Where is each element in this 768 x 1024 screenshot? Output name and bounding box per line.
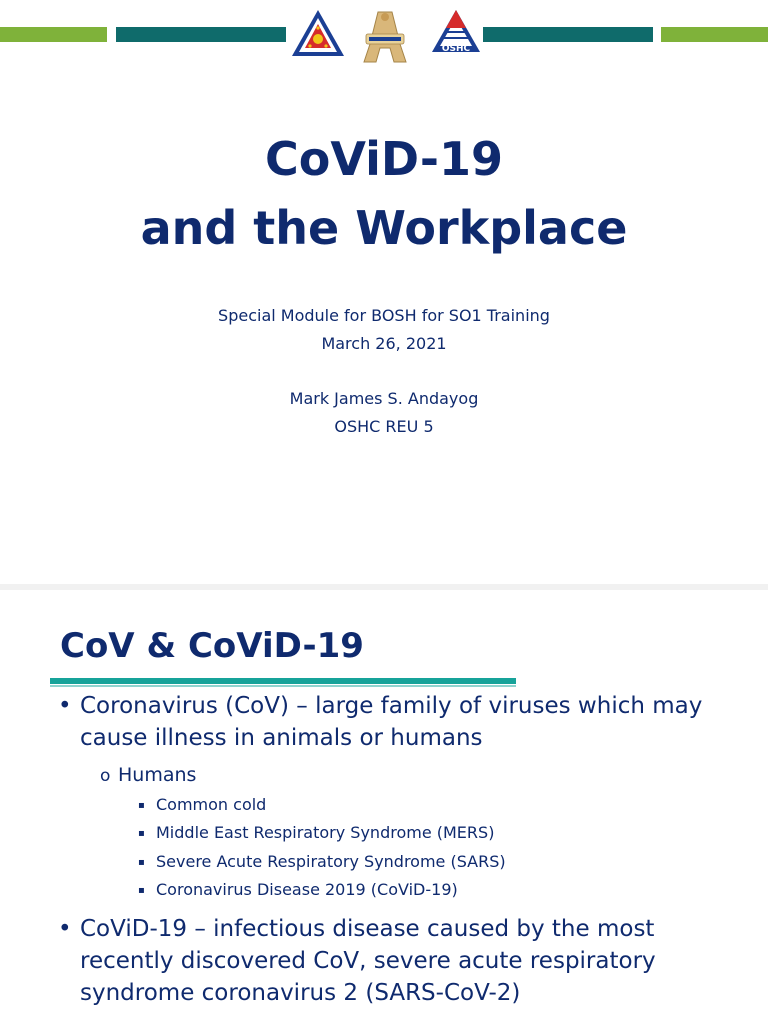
- list-item-marker: ▪: [138, 800, 145, 811]
- list-item: [138, 822, 494, 845]
- list-item: [138, 794, 266, 817]
- subtitle-module: Special Module for BOSH for SO1 Training: [218, 306, 550, 325]
- bullet-covid19: [58, 913, 748, 1009]
- presenter-name: Mark James S. Andayog: [289, 389, 479, 408]
- vision-mission-logo-icon: [360, 8, 410, 66]
- sub-bullet-marker: o: [100, 766, 111, 786]
- bullet-marker: •: [58, 693, 72, 719]
- presenter-office: OSHC REU 5: [334, 417, 434, 436]
- header-bar-green-right: [661, 27, 768, 42]
- list-item-text: Severe Acute Respiratory Syndrome (SARS): [156, 852, 506, 871]
- sub-bullet-text: Humans: [118, 764, 197, 786]
- list-item-marker: ▪: [138, 828, 145, 839]
- slide-title-line-1: CoViD-19: [264, 132, 504, 186]
- content-slide: [0, 590, 768, 1024]
- bullet-marker: •: [58, 916, 72, 942]
- list-item-marker: ▪: [138, 857, 145, 868]
- bullet-text: CoViD-19 – infectious disease caused by the most recently discovered CoV, severe acute respiratory syndrome coronavirus 2 (SARS-CoV-2): [80, 916, 656, 1006]
- oshc-logo-text: OSHC: [441, 44, 471, 54]
- subtitle-date: March 26, 2021: [321, 334, 447, 353]
- list-item-text: Coronavirus Disease 2019 (CoViD-19): [156, 880, 458, 899]
- list-item: [138, 851, 506, 874]
- title-underline-shadow: [50, 685, 516, 687]
- bullet-text: Coronavirus (CoV) – large family of viruses which may cause illness in animals or humans: [80, 693, 703, 751]
- header-bar-green-left: [0, 27, 107, 42]
- list-item: [138, 879, 458, 902]
- dole-seal-icon: [290, 8, 346, 58]
- sub-bullet-humans: [100, 762, 196, 789]
- header-bar-teal-left: [116, 27, 286, 42]
- content-slide-title: CoV & CoViD-19: [60, 626, 364, 666]
- list-item-text: Middle East Respiratory Syndrome (MERS): [156, 823, 495, 842]
- header-bar-teal-right: [483, 27, 653, 42]
- list-item-text: Common cold: [156, 795, 267, 814]
- list-item-marker: ▪: [138, 885, 145, 896]
- title-underline: [50, 678, 516, 684]
- oshc-logo-icon: [426, 8, 482, 58]
- slide-title-line-2: and the Workplace: [140, 201, 628, 255]
- bullet-coronavirus: [58, 690, 748, 754]
